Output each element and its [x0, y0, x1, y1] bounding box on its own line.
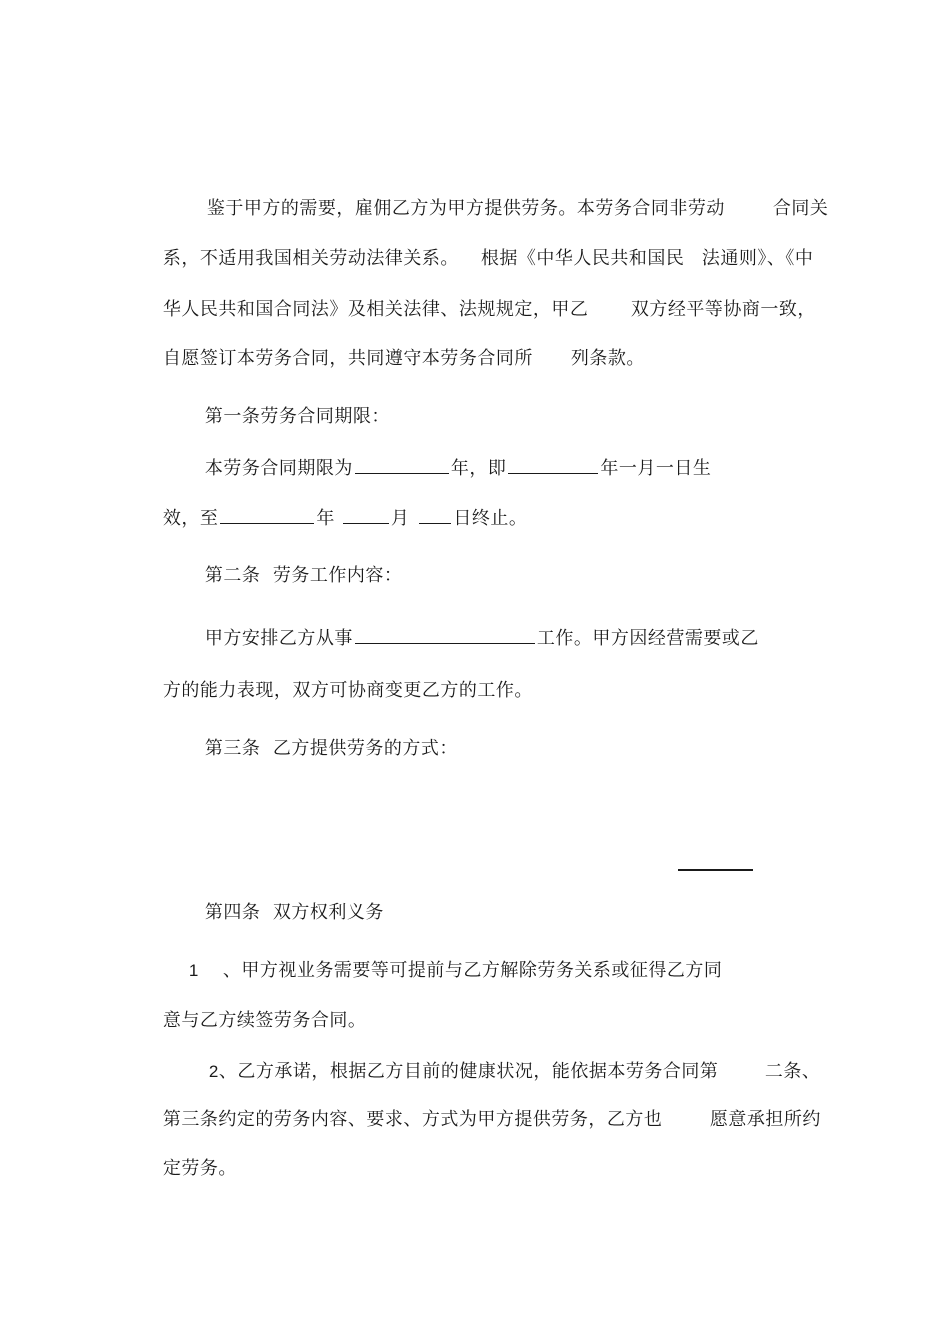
article-4-heading [180, 880, 384, 946]
text-segment: 年 [316, 508, 335, 529]
preamble-text: 根据《中华人民共和国民 [480, 248, 685, 269]
heading-text: 第一条劳务合同期限： [204, 406, 390, 427]
horizontal-rule [678, 869, 753, 871]
text-segment: 二条、 [764, 1061, 821, 1082]
text-segment: 、乙方承诺，根据乙方目前的健康状况，能依据本劳务合同第 [218, 1061, 719, 1082]
preamble-text: 华人民共和国合同法》及相关法律、法规规定，甲乙 [162, 299, 589, 320]
preamble-text: 合同关 [772, 198, 829, 219]
heading-text: 第四条 双方权利义务 [204, 902, 384, 923]
text-segment: 工作。甲方因经营需要或乙 [536, 628, 759, 649]
article-2-heading [180, 543, 402, 609]
preamble-text: 列条款。 [570, 348, 645, 369]
blank-field[interactable] [355, 626, 535, 644]
preamble-text: 系，不适用我国相关劳动法律关系。 [162, 248, 459, 269]
blank-field[interactable] [508, 456, 598, 474]
preamble-line-4 [138, 326, 533, 392]
text-segment: 年，即 [450, 458, 507, 479]
blank-field[interactable] [220, 506, 314, 524]
blank-field[interactable] [355, 456, 449, 474]
heading-text: 第三条 乙方提供劳务的方式： [204, 738, 458, 759]
item-2-line-3 [138, 1136, 237, 1202]
item-2-line-2-tail [685, 1087, 821, 1153]
preamble-text: 双方经平等协商一致， [630, 299, 816, 320]
preamble-text: 鉴于甲方的需要，雇佣乙方为甲方提供劳务。本劳务合同非劳动 [206, 198, 725, 219]
text-segment: 意与乙方续签劳务合同。 [162, 1010, 367, 1031]
article-1-line-2 [138, 484, 527, 552]
text-segment: 定劳务。 [162, 1158, 237, 1179]
text-segment: 愿意承担所约 [709, 1109, 821, 1130]
text-segment: 本劳务合同期限为 [204, 458, 353, 479]
text-segment: 日终止。 [453, 508, 528, 529]
item-number: 2 [208, 1062, 219, 1081]
text-segment: 月 [390, 508, 410, 529]
text-segment: 第三条约定的劳务内容、要求、方式为甲方提供劳务，乙方也 [162, 1109, 663, 1130]
heading-text: 第二条 劳务工作内容： [204, 565, 403, 586]
blank-field[interactable] [343, 506, 389, 524]
preamble-text: 法通则》、《中 [701, 248, 814, 269]
preamble-line-4-tail [546, 326, 645, 392]
text-segment: 效，至 [162, 508, 219, 529]
blank-field[interactable] [419, 506, 451, 524]
text-segment: 方的能力表现，双方可协商变更乙方的工作。 [162, 680, 533, 701]
article-3-heading [180, 716, 458, 782]
preamble-text: 自愿签订本劳务合同，共同遵守本劳务合同所 [162, 348, 533, 369]
article-2-line-2 [138, 658, 533, 724]
text-segment: 、甲方视业务需要等可提前与乙方解除劳务关系或征得乙方同 [222, 960, 723, 981]
text-segment: 甲方安排乙方从事 [204, 628, 353, 649]
item-number: 1 [188, 961, 199, 980]
text-segment: 年一月一日生 [600, 458, 712, 479]
